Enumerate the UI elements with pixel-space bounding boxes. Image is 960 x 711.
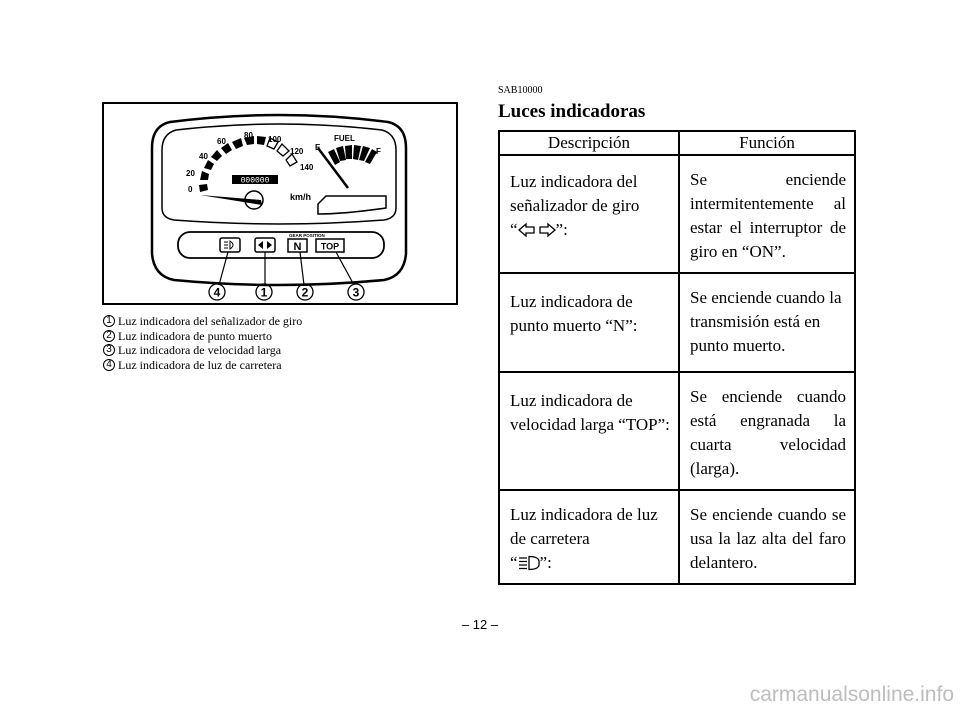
gauge-label-0: 0: [188, 185, 193, 194]
neutral-lamp-label: N: [293, 241, 302, 253]
row-description-text: Luz indicadora de luz de carretera: [510, 505, 658, 548]
fuel-label: FUEL: [334, 134, 355, 143]
high-beam-icon: [518, 555, 540, 571]
row-description: [499, 490, 679, 584]
gear-position-label: GEAR POSITION: [289, 233, 325, 238]
fuel-full-label: F: [376, 147, 381, 156]
section-code: SAB10000: [498, 85, 543, 96]
instrument-cluster-figure: [102, 102, 458, 305]
caption-text: Luz indicadora de velocidad larga: [118, 343, 282, 357]
gauge-label-20: 20: [186, 169, 195, 178]
top-lamp-label: TOP: [320, 241, 340, 252]
table-row: [499, 155, 855, 273]
gauge-label-60: 60: [217, 137, 226, 146]
gauge-label-80: 80: [244, 131, 253, 140]
row-description-text: Luz indicadora del señalizador de giro: [510, 172, 640, 215]
speed-unit: km/h: [290, 192, 312, 202]
quote-close: ”:: [555, 220, 568, 239]
table-row: [499, 273, 855, 372]
caption-number: 4: [103, 359, 115, 371]
callout-4: 4: [213, 285, 221, 300]
caption-item: [103, 329, 302, 344]
panel-recess: [318, 196, 386, 214]
speedometer-needle: [200, 195, 262, 205]
row-description: Luz indicadora de punto muerto “N”:: [499, 273, 679, 372]
instrument-cluster-drawing: [104, 104, 456, 303]
caption-item: [103, 343, 302, 358]
row-function: Se enciende cuando está engranada la cuarta velocidad (larga).: [679, 372, 855, 490]
caption-item: [103, 314, 302, 329]
fuel-empty-label: E: [315, 143, 321, 152]
table-header-row: [499, 131, 855, 155]
row-description: [499, 155, 679, 273]
page-number: – 12 –: [461, 617, 499, 632]
row-function: Se enciende cuando la transmisión está en punto muerto.: [679, 273, 855, 372]
turn-signal-icon: [518, 222, 556, 238]
header-function: Función: [679, 131, 855, 155]
quote-close: ”:: [539, 553, 552, 572]
row-description: Luz indicadora de velocidad larga “TOP”:: [499, 372, 679, 490]
caption-text: Luz indicadora de luz de carretera: [118, 357, 282, 372]
gauge-label-120: 120: [290, 147, 304, 156]
callout-2: 2: [301, 285, 309, 300]
indicator-lights-table: [498, 130, 856, 585]
section-title: Luces indicadoras: [498, 101, 646, 122]
figure-captions: [103, 314, 302, 372]
table-row: [499, 490, 855, 584]
table-row: [499, 372, 855, 490]
header-description: Descripción: [499, 131, 679, 155]
caption-number: 1: [103, 315, 115, 327]
odometer-digits: 000000: [240, 176, 270, 186]
row-function: Se enciende cuando se usa la laz alta del faro delantero.: [679, 490, 855, 584]
caption-number: 3: [103, 344, 115, 356]
quote-open: “: [510, 553, 518, 572]
quote-open: “: [510, 220, 518, 239]
callout-3: 3: [352, 285, 360, 300]
gauge-label-40: 40: [199, 152, 208, 161]
row-function: Se enciende intermitentemente al estar el interruptor de giro en “ON”.: [679, 155, 855, 273]
callout-1: 1: [260, 285, 268, 300]
caption-text: Luz indicadora de punto muerto: [118, 328, 272, 343]
fuel-gauge: [328, 145, 377, 165]
turn-signal-lamp-icon: [258, 241, 272, 249]
caption-number: 2: [103, 330, 115, 342]
caption-text: Luz indicadora del señalizador de giro: [118, 314, 303, 328]
caption-item: [103, 358, 302, 373]
gauge-label-100: 100: [268, 135, 282, 144]
watermark: carmanualsonline.info: [749, 683, 954, 706]
gauge-label-140: 140: [300, 163, 314, 172]
indicator-strip: [178, 232, 384, 258]
high-beam-lamp-icon: [224, 241, 233, 249]
